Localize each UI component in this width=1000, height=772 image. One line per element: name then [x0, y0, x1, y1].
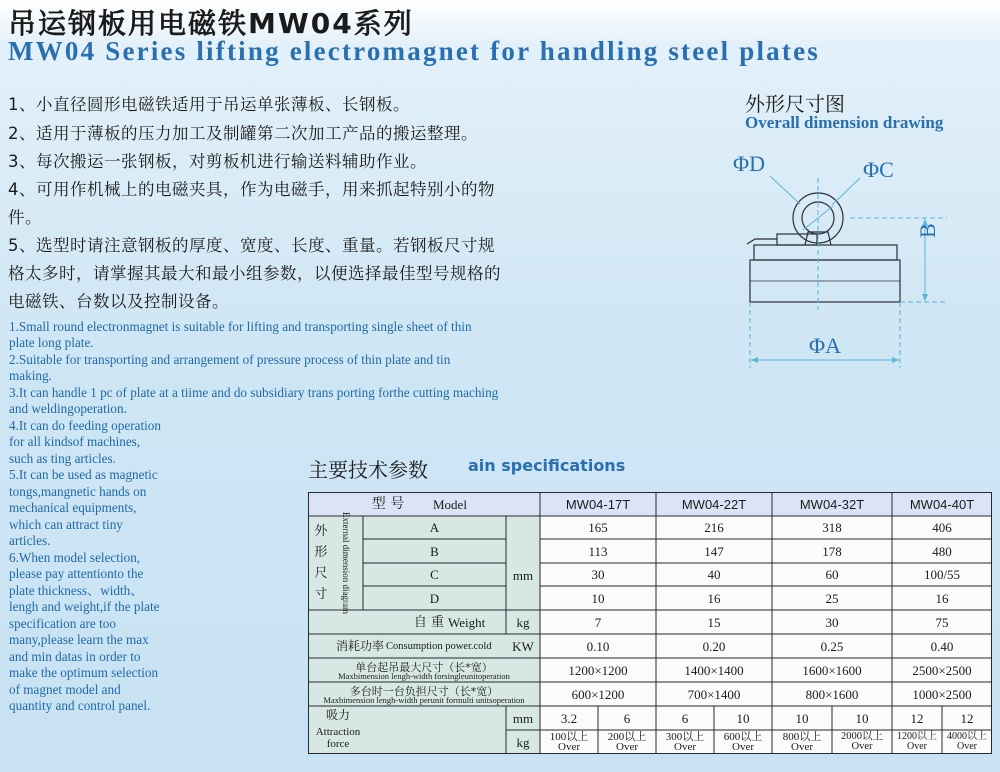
model-label-en: Model: [433, 496, 467, 512]
force-mm-value: 10: [795, 710, 809, 726]
multi-size-value: 600×1200: [571, 686, 625, 702]
dim-d-label: ΦD: [733, 151, 765, 176]
force-label-en: Attraction force: [315, 726, 361, 750]
force-mm-value: 3.2: [560, 710, 578, 726]
feature-cn-line: 3、每次搬运一张钢板，对剪板机进行输送料辅助作业。: [8, 152, 427, 171]
power-value: 0.10: [586, 638, 610, 654]
force-kg-value: 600以上 Over: [723, 731, 763, 753]
weight-label-cn: 自 重: [413, 614, 444, 630]
feature-en-line: make the optimum selection: [9, 665, 159, 680]
feature-en-line: 6.When model selection,: [9, 550, 141, 565]
dim-value: 40: [707, 567, 721, 582]
force-unit-mm: mm: [512, 710, 534, 726]
feature-cn-line: 电磁铁、台数以及控制设备。: [8, 292, 229, 311]
dim-value: 25: [825, 590, 839, 606]
feature-en-line: of magnet model and: [9, 682, 121, 697]
dim-value: 16: [935, 590, 949, 606]
feature-en-line: 2.Suitable for transporting and arrangement of pressure process of thin plate and tin: [9, 352, 451, 367]
dim-value: 147: [704, 543, 724, 559]
magnet-top-plate: [754, 245, 897, 260]
feature-en-line: tongs,mangnetic hands on: [9, 484, 147, 499]
page-subtitle: MW04 Series lifting electromagnet for handling steel plates: [8, 36, 820, 66]
force-kg-value: 2000以上 Over: [841, 731, 883, 752]
dim-group-label-en: External dimension diagram: [341, 512, 352, 614]
model-header: MW04-40T: [909, 496, 975, 512]
multi-size-value: 1000×2500: [912, 686, 972, 702]
feature-en-line: plate thickness、width、: [9, 583, 144, 598]
power-value: 0.25: [820, 638, 844, 654]
max-size-label-en: Maxbimension lengh-width forsingleunitoperation: [338, 671, 510, 681]
feature-cn-line: 1、小直径圆形电磁铁适用于吊运单张薄板、长钢板。: [8, 95, 410, 114]
dim-value: 165: [588, 520, 608, 535]
feature-en-line: and weldingoperation.: [9, 401, 127, 416]
dim-a-label: ΦA: [809, 333, 841, 358]
dim-row-label: A: [429, 520, 440, 535]
multi-size-label-en: Maxbimension lengh-width perunit formulti unitsoperation: [323, 695, 525, 705]
feature-en-line: quantity and control panel.: [9, 698, 151, 713]
specs-title: 主要技术参数: [308, 458, 428, 482]
dimension-drawing: [725, 140, 995, 375]
weight-label-en: Weight: [448, 614, 486, 630]
max-size-label-cn: 单台起吊最大尺寸（长*宽）: [355, 660, 493, 674]
specs-subtitle: ain specifications: [468, 456, 626, 475]
weight-unit: kg: [516, 614, 530, 630]
multi-size-value: 700×1400: [687, 686, 741, 702]
max-size-value: 1600×1600: [802, 662, 862, 678]
feature-en-line: many,please learn the max: [9, 632, 149, 647]
weight-value: 75: [935, 614, 949, 630]
dim-c-label: ΦC: [863, 157, 894, 182]
feature-en-line: for all kindsof machines,: [9, 434, 141, 449]
dim-value: 480: [932, 543, 952, 559]
dim-value: 30: [591, 567, 605, 582]
max-size-value: 1400×1400: [684, 662, 744, 678]
model-header: MW04-32T: [799, 496, 865, 512]
page-title: 吊运钢板用电磁铁MW04系列: [8, 7, 414, 40]
weight-value: 30: [825, 614, 839, 630]
feature-en-line: 3.It can handle 1 pc of plate at a tiime and do subsidiary trans porting forthe cutting maching: [9, 385, 499, 400]
dim-row-label: D: [429, 590, 440, 606]
power-value: 0.20: [702, 638, 726, 654]
drawing-subtitle: Overall dimension drawing: [745, 113, 944, 132]
force-kg-value: 200以上 Over: [607, 731, 647, 753]
force-mm-value: 6: [681, 710, 689, 726]
feature-en-line: specification are too: [9, 616, 116, 631]
feature-en-line: which can attract tiny: [9, 517, 123, 532]
dim-value: 216: [704, 520, 724, 535]
terminal-box: [777, 234, 817, 245]
feature-cn-line: 4、可用作机械上的电磁夹具，作为电磁手，用来抓起特别小的物: [8, 180, 495, 199]
feature-en-line: plate long plate.: [9, 335, 94, 350]
weight-value: 7: [594, 614, 602, 630]
dim-value: 10: [591, 590, 605, 606]
max-size-value: 2500×2500: [912, 662, 972, 678]
force-unit-kg: kg: [516, 734, 530, 750]
force-kg-value: 300以上 Over: [665, 731, 705, 753]
feature-en-line: such as ting articles.: [9, 451, 116, 466]
force-kg-value: 4000以上 Over: [947, 731, 987, 752]
dim-value: 60: [825, 567, 839, 582]
power-unit: KW: [512, 638, 534, 654]
model-header: MW04-22T: [681, 496, 747, 512]
dim-c-leader: [832, 178, 860, 205]
feature-en-line: please pay attentionto the: [9, 566, 144, 581]
drawing-title: 外形尺寸图: [745, 92, 845, 116]
force-kg-value: 800以上 Over: [782, 731, 822, 753]
dim-unit: mm: [512, 567, 534, 583]
force-kg-value: 1200以上 Over: [897, 731, 937, 752]
force-mm-value: 12: [910, 710, 924, 726]
feature-en-line: 4.It can do feeding operation: [9, 418, 161, 433]
power-label-en: Consumption power.cold: [386, 640, 492, 652]
feature-cn-line: 2、适用于薄板的压力加工及制罐第二次加工产品的搬运整理。: [8, 124, 478, 143]
dim-value: 16: [707, 590, 721, 606]
force-label-cn: 吸力: [325, 707, 350, 722]
dim-group-label-cn: 外形尺寸: [314, 524, 328, 602]
max-size-value: 1200×1200: [568, 662, 628, 678]
force-mm-value: 10: [855, 710, 869, 726]
force-mm-value: 12: [960, 710, 974, 726]
spec-table: [308, 492, 992, 754]
multi-size-value: 800×1600: [805, 686, 859, 702]
model-header: MW04-17T: [565, 496, 631, 512]
feature-en-line: mechanical equipments,: [9, 500, 137, 515]
force-mm-value: 10: [736, 710, 750, 726]
dim-value: 406: [932, 520, 952, 535]
cable: [747, 239, 777, 244]
power-label-cn: 消耗功率: [335, 638, 384, 653]
feature-en-line: articles.: [9, 533, 51, 548]
dim-value: 100/55: [923, 567, 961, 582]
feature-cn-line: 件。: [8, 208, 42, 227]
feature-en-line: 1.Small round electronmagnet is suitable for lifting and transporting single sheet of thin: [9, 319, 472, 334]
feature-en-line: making.: [9, 368, 52, 383]
dim-b-label: B: [915, 223, 940, 238]
dim-d-leader: [770, 176, 800, 204]
force-mm-value: 6: [623, 710, 631, 726]
feature-en-line: lengh and weight,if the plate: [9, 599, 160, 614]
dim-value: 318: [822, 520, 842, 535]
dim-value: 178: [822, 543, 842, 559]
dim-row-label: B: [430, 543, 439, 559]
feature-en-line: and min datas in order to: [9, 649, 141, 664]
dim-row-label: C: [430, 567, 439, 582]
power-value: 0.40: [930, 638, 954, 654]
dim-value: 113: [588, 543, 608, 559]
weight-value: 15: [707, 614, 721, 630]
force-kg-value: 100以上 Over: [549, 731, 589, 753]
feature-en-line: 5.It can be used as magnetic: [9, 467, 158, 482]
multi-size-label-cn: 多台时一台负担尺寸（长*宽）: [349, 684, 499, 698]
feature-cn-line: 5、选型时请注意钢板的厚度、宽度、长度、重量。若钢板尺寸规: [8, 236, 495, 255]
feature-cn-line: 格太多时，请掌握其最大和最小组参数，以便选择最佳型号规格的: [8, 264, 501, 283]
model-label-cn: 型 号: [371, 495, 405, 512]
